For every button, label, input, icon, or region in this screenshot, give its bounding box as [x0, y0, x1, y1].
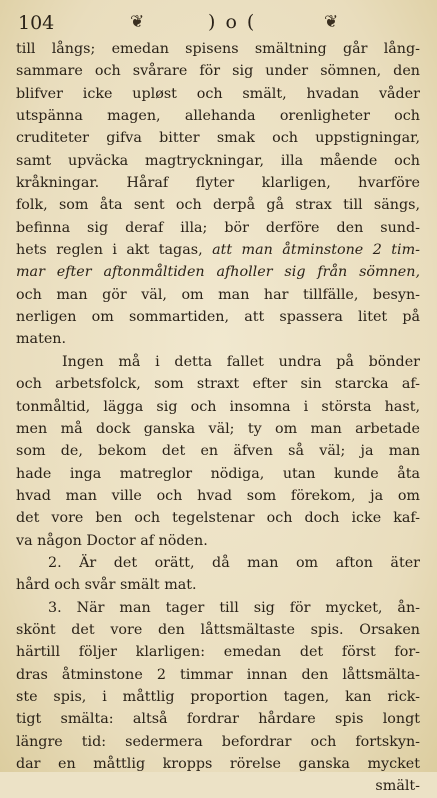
text-line: folk, som åta sent och derpå gå strax till sängs,: [16, 197, 420, 214]
text-line: men må dock ganska väl; ty om man arbetade: [16, 420, 420, 437]
text-line: tigt smälta: altså fordrar hårdare spis longt: [16, 711, 420, 728]
page-number: 104: [18, 12, 55, 34]
paragraph-start-line: Ingen må i detta fallet undra på bönder: [62, 353, 420, 370]
text-line: dras åtminstone 2 timmar innan den låttsmälta-: [16, 666, 420, 683]
text-line: tonmåltid, lägga sig och insomna i största hast,: [16, 398, 420, 415]
text-line: va någon Doctor af nöden.: [16, 532, 208, 549]
text-body: [16, 38, 420, 798]
text-line: det vore ben och tegelstenar och doch icke kaf-: [16, 510, 420, 527]
text-run: hets reglen i akt tagas,: [16, 242, 213, 259]
text-line: och man gör väl, om man har tillfälle, besyn-: [16, 286, 420, 303]
text-line: nerligen om sommartiden, att spassera litet på: [16, 309, 420, 326]
text-line: härtill följer klarligen: emedan det först for-: [16, 644, 420, 661]
text-line: samt upväcka magtryckningar, illa mående och: [16, 152, 420, 169]
text-line: hård och svår smält mat.: [16, 577, 197, 594]
text-line: kråkningar. Håraf flyter klarligen, hvarföre: [16, 175, 420, 192]
text-line-italic: mar efter aftonmåltiden afholler sig från sömnen,: [16, 264, 420, 281]
text-line: ste spis, i måttlig proportion tagen, kan rick-: [16, 688, 420, 705]
paragraph-start-line: 2. Är det orätt, då man om afton äter: [48, 554, 420, 571]
page-header: [12, 10, 425, 36]
italic-run: att man åtminstone 2 tim-: [212, 242, 420, 259]
text-line: [16, 239, 420, 261]
text-line: maten.: [16, 331, 67, 348]
text-line: befinna sig deraf illa; bör derföre den sund-: [16, 219, 420, 236]
fleuron-ornament-icon: ❦: [324, 12, 339, 32]
text-line: blifver icke upløst och smält, hvadan våder: [16, 85, 420, 102]
text-line: och arbetsfolck, som straxt efter sin starcka af-: [16, 376, 420, 393]
text-line: till långs; emedan spisens smältning går lång-: [16, 41, 420, 57]
header-signature-mark: ) o (: [208, 11, 257, 33]
text-line: sammare och svårare för sig under sömnen, den: [16, 63, 420, 80]
text-line: utspänna magen, allehanda orenligheter och: [16, 108, 420, 125]
text-line: dar en måttlig kropps rörelse ganska mycket: [16, 756, 420, 772]
text-line: cruditeter gifva bitter smak och uppstigningar,: [16, 130, 420, 147]
text-line: hvad man ville och hvad som förekom, ja om: [16, 487, 420, 504]
catchword: smält-: [375, 778, 420, 795]
text-line: som de, bekom det en äfven så väl; ja man: [16, 443, 420, 460]
paragraph-start-line: 3. När man tager till sig för mycket, ån-: [48, 599, 420, 616]
text-line: hade inga matreglor nödiga, utan kunde åta: [16, 465, 420, 482]
text-line: längre tid: sedermera befordrar och fortskyn-: [16, 733, 420, 750]
text-line: skönt det vore den låttsmältaste spis. Orsaken: [16, 621, 420, 638]
fleuron-ornament-icon: ❦: [130, 12, 145, 32]
